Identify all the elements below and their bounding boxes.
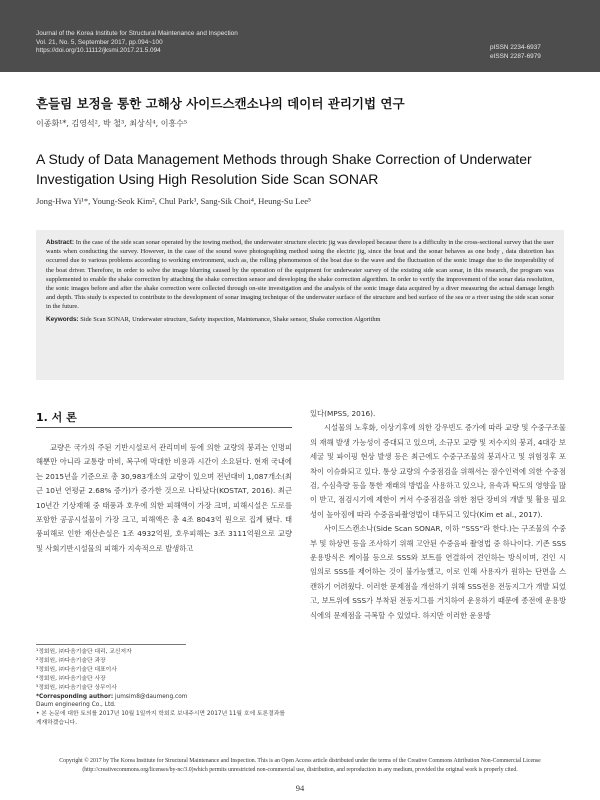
page-number: 94 xyxy=(295,783,305,793)
footnote-divider xyxy=(36,644,186,645)
journal-volume: Vol. 21, No. 5, September 2017, pp.094~100 xyxy=(36,38,163,46)
korean-title: 흔들림 보정을 통한 고해상 사이드스캔소나의 데이터 관리기법 연구 xyxy=(36,96,405,111)
footnote-affiliation-5: ⁵정회원, ㈜다음기술단 상무이사 xyxy=(36,684,117,691)
keywords-label: Keywords: xyxy=(46,315,79,323)
keywords-paragraph xyxy=(46,315,554,324)
journal-header-band xyxy=(0,0,600,72)
abstract-text: In the case of the side scan sonar operated by the towing method, the underwater structure electric jig was developed because there is a difficulty in the cross-sectional survey that the user wants when conducting the survey. However, in the case of the sound wave photographing method using the electric jig, since the boat and the sonar behaves as one body , data distortion has occurred due to various problems according to working environment, such as, the rolling phenomenon of the boat due to the wave and the fluctuation of the sonic image due to the inoperability of the boat driver. Therefore, in order to solve the image blurring caused by the operation of the equipment for underwater survey of the existing side scan sonar, in this research, the program was supplemented to enable the shake correction by attaching the shake correction sensor and developing the shake correction algorithm. In order to verify the improvement of the sonar data resolution, the sonic images before and after the shake correction were collected through on-site investigation and the analysis of the sonic image data acquired by a diver measuring the actual damage length and depth. This study is expected to contribute to the development of sonar imaging technique of the underwater surface of the structure and bed surface of the sea or a river using the side scan sonar in the future. xyxy=(46,239,554,311)
body-paragraph: 시설물의 노후화, 이상기후에 의한 강우빈도 증가에 따라 교량 및 수중구조물의 재해 발생 가능성이 증대되고 있으며, 소규모 교량 및 저수지의 붕괴, 4대강 보 세굴 및 파이핑 현상 발생 등은 최근에도 수중구조물의 붕괴사고 및 위험징후 포착이 이슈화되고 있다. 통상 교량의 수중점검을 위해서는 잠수인력에 의한 수중점검, 수심측량 등을 통한 재래의 방법을 사용하고 있으나, 유속과 탁도의 영향을 많이 받고, 점검시기에 제한이 커서 수중점검을 위한 첨단 장비의 개발 및 활용 필요성이 높아짐에 따라 수중음파촬영법이 대두되고 있다(Kim et al., 2017). xyxy=(310,423,566,519)
corresponding-label: *Corresponding author: xyxy=(36,693,114,700)
english-authors: Jong-Hwa Yi¹*, Young-Seok Kim², Chul Park³, Sang-Sik Choi⁴, Heung-Su Lee⁵ xyxy=(36,196,312,206)
company-name: Daum engineering Co., Ltd. xyxy=(36,702,116,709)
issn-info xyxy=(490,44,541,61)
body-paragraph: 있다(MPSS, 2016). xyxy=(310,409,376,418)
corresponding-email[interactable]: jumsim8@daumeng.com xyxy=(113,693,188,700)
english-title: A Study of Data Management Methods through Shake Correction of Underwater Investigation Using High Resolution Side Scan SONAR xyxy=(36,151,532,187)
korean-authors: 이종화¹*, 김영석², 박 철³, 최상식⁴, 이흥수⁵ xyxy=(36,119,188,128)
footnotes xyxy=(36,648,292,728)
footnote-affiliation-4: ⁴정회원, ㈜다음기술단 사장 xyxy=(36,675,106,682)
section-title-introduction: 1. 서 론 xyxy=(36,411,77,424)
keywords-text: Side Scan SONAR, Underwater structure, Safety inspection, Maintenance, Shake sensor, Shake correction Algorithm xyxy=(80,315,381,323)
body-paragraph: 사이드스캔소나(Side Scan SONAR, 이하 “SSS”라 한다.)는 구조물의 수중부 및 하상면 등을 조사하기 위해 고안된 수중음파 촬영법 중 하나이다. 기존 SSS운용방식은 케이블 등으로 SSS와 보트를 연결하여 견인하는 방식이며, 견인 시 임의로 SSS를 제어하는 것이 불가능했고, 이로 인해 사용자가 원하는 단면을 스캔하기 어려웠다. 이러한 문제점을 개선하기 위해 SSS전용 전동지그가 개발 되었고, 보트위에 SSS가 부착된 전동지그를 거치하여 운용하기 때문에 종전에 운용방식에의 문제점을 극복할 수 있었다. 하지만 이러한 운용방 xyxy=(310,524,566,620)
abstract-label: Abstract: xyxy=(46,239,75,246)
footnote-affiliation-1: ¹정회원, ㈜다음기술단 대리, 교신저자 xyxy=(36,649,132,655)
body-right-column xyxy=(310,407,566,623)
journal-name: Journal of the Korea Institute for Structural Maintenance and Inspection xyxy=(36,30,238,37)
discussion-note: • 본 논문에 대한 토의를 2017년 10월 1일까지 학회로 보내주시면 2017년 11월 호에 토론결과를 게재하겠습니다. xyxy=(36,711,285,727)
eissn: eISSN 2287-6979 xyxy=(490,52,541,60)
pissn: pISSN 2234-6937 xyxy=(490,44,541,51)
abstract-paragraph xyxy=(46,238,554,312)
footnote-affiliation-3: ³정회원, ㈜다음기술단 대표이사 xyxy=(36,666,117,673)
corresponding-author xyxy=(36,693,292,702)
abstract-box xyxy=(36,230,564,380)
section-divider xyxy=(36,427,292,428)
journal-doi[interactable]: https://doi.org/10.11112/jksmi.2017.21.5.094 xyxy=(36,47,161,55)
footnote-affiliation-2: ²정회원, ㈜다음기술단 과장 xyxy=(36,657,106,664)
body-paragraph: 교량은 국가의 주된 기반시설로서 관리미비 등에 의한 교량의 붕괴는 인명피해뿐만 아니라 교통량 마비, 복구에 막대한 비용과 시간이 소요된다. 현재 국내에는 2015년을 기준으로 총 30,983개소의 교량이 있으며 전년대비 1,087개소(최근 10년 연평균 2.68% 증가)가 증가한 것으로 나타났다(KOSTAT, 2016). 최근 10년간 기상재해 중 태풍과 호우에 의한 피해액이 가장 크며, 피해시설은 도로를 포함한 공공시설물이 가장 크고, 피해액은 총 4조 8043억 원으로 집계 됐다. 태풍피해로 인한 재산손실은 1조 4932억원, 호우피해는 3조 3111억원으로 교량 및 사회기반시설물의 피해가 지속적으로 발생하고 xyxy=(36,443,292,553)
body-left-column xyxy=(36,441,292,556)
journal-info xyxy=(36,30,238,56)
copyright-notice: Copyright © 2017 by The Korea Institute for Structural Maintenance and Inspection. This is an Open Access article distributed under the terms of the Creative Commons Attribution Non-Commercial License (http://creativecommons.org/licenses/by-nc/3.0)which permits unrestricted non-commercial use, distribution, and reproduction in any medium, provided the original work is properly cited. xyxy=(59,758,541,773)
